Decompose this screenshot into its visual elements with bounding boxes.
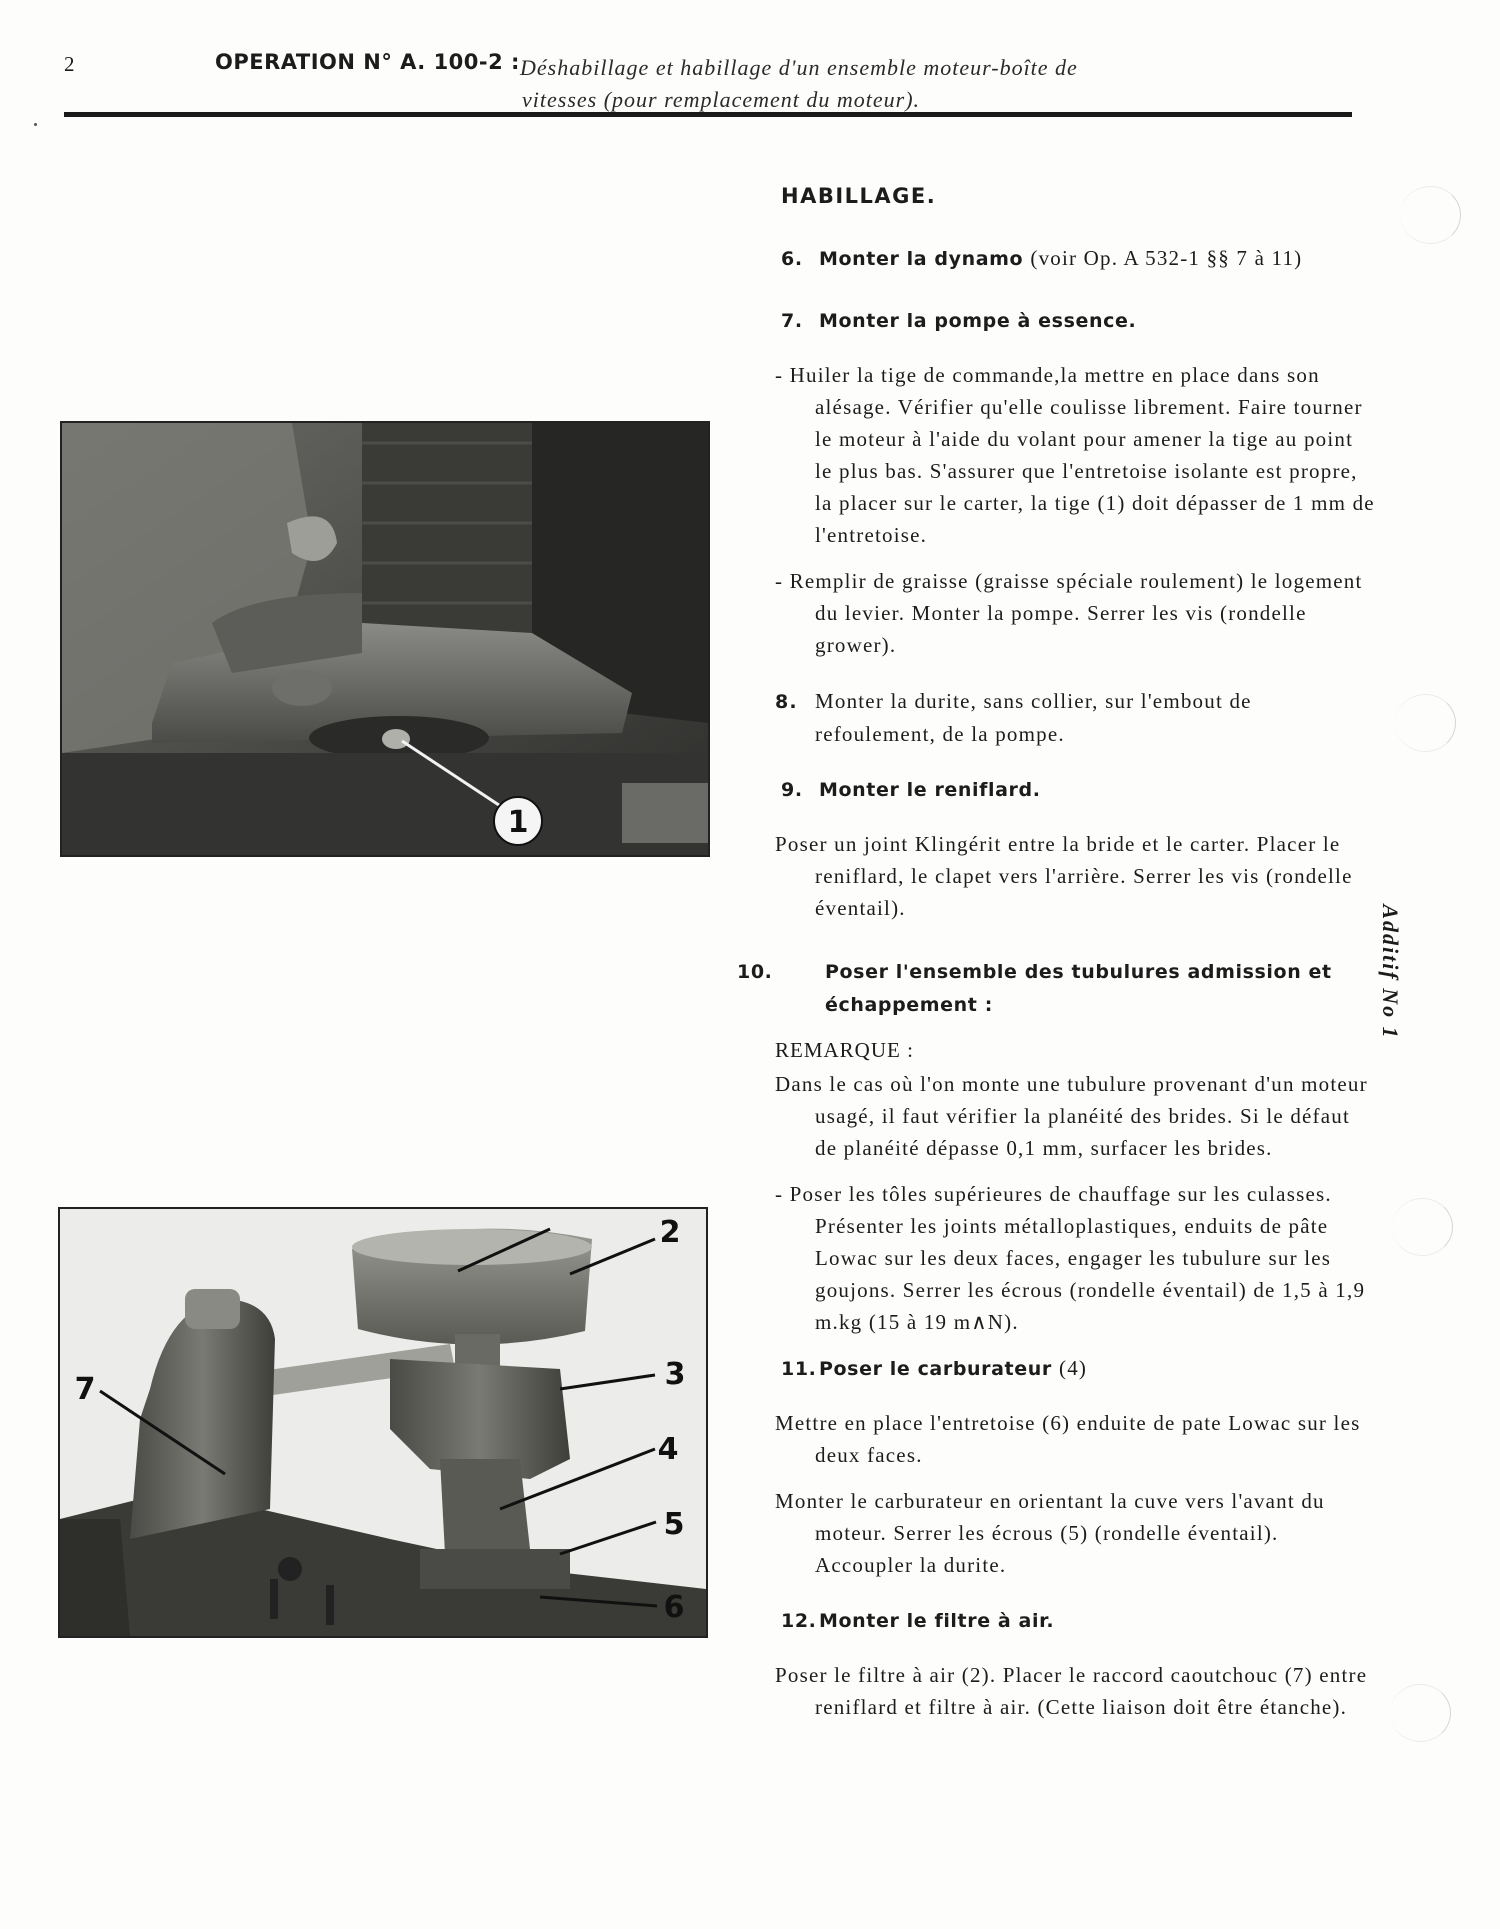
title-line-1: Déshabillage et habillage d'un ensemble moteur-boîte de (520, 55, 1078, 80)
step-10-title: Poser l'ensemble des tubulures admission et échappement : (825, 961, 1332, 1016)
step-6-reference: (voir Op. A 532-1 §§ 7 à 11) (1030, 246, 1303, 270)
step-7-title: Monter la pompe à essence. (819, 310, 1137, 332)
step-8-text: Monter la durite, sans collier, sur l'embout de refoulement, de la pompe. (815, 689, 1252, 746)
callout-4: 4 (657, 1432, 679, 1467)
callout-3: 3 (664, 1357, 686, 1392)
figure-fuel-pump-photo (60, 421, 710, 857)
operation-title (520, 52, 1078, 116)
step-9-heading: 9. Monter le reniflard. (781, 779, 1041, 801)
section-title: HABILLAGE. (781, 184, 937, 208)
side-note-text: Additif No 1 (1378, 904, 1403, 1040)
step-9-paragraph-1: Poser un joint Klingérit entre la bride et le carter. Placer le reniflard, le clapet vers l'arrière. Serrer les vis (rondelle éventail). (775, 832, 1353, 920)
step-7-paragraph-2: - Remplir de graisse (graisse spéciale roulement) le logement du levier. Monter la pompe. Serrer les vis (rondelle grower). (775, 569, 1363, 657)
page-number: 2 (64, 52, 75, 76)
punch-hole-mark (1400, 186, 1461, 244)
step-10-paragraph-1: - Poser les tôles supérieures de chauffage sur les culasses. Présenter les joints métalloplastiques, enduits de pâte Lowac sur les deux faces, engager les tubulure sur les goujons. Serrer les écrous (rondelle éventail) de 1,5 à 1,9 m.kg (15 à 19 m∧N). (775, 1182, 1366, 1334)
punch-hole-mark (1390, 1684, 1451, 1742)
punch-hole-mark (1395, 694, 1456, 752)
callout-6: 6 (663, 1590, 685, 1625)
step-7-heading: 7. Monter la pompe à essence. (781, 310, 1137, 332)
step-6-heading: 6. Monter la dynamo (voir Op. A 532-1 §§ 7 à 11) (781, 246, 1303, 270)
callout-7: 7 (74, 1372, 96, 1407)
figure-carburettor-photo (58, 1207, 708, 1638)
step-11-heading: 11. Poser le carburateur (4) (781, 1356, 1088, 1380)
step-8-paragraph (775, 685, 1375, 750)
step-12-paragraph-1: Poser le filtre à air (2). Placer le raccord caoutchouc (7) entre reniflard et filtre à air. (Cette liaison doit être étanche). (775, 1663, 1368, 1719)
step-12-title: Monter le filtre à air. (819, 1610, 1055, 1632)
step-7-paragraph-1: - Huiler la tige de commande,la mettre en place dans son alésage. Vérifier qu'elle coulisse librement. Faire tourner le moteur à l'aide du volant pour amener la tige au point le plus bas. S'assurer que l'entretoise isolante est propre, la placer sur le carter, la tige (1) doit dépasser de 1 mm de l'entretoise. (775, 363, 1375, 547)
callout-2: 2 (659, 1215, 681, 1250)
step-8-number: 8. (775, 691, 798, 713)
remark-text: Dans le cas où l'on monte une tubulure provenant d'un moteur usagé, il faut vérifier la planéité des brides. Si le défaut de planéité dépasse 0,1 mm, surfacer les brides. (775, 1072, 1368, 1160)
side-note-addendum (1370, 902, 1410, 1042)
step-6-title: Monter la dynamo (819, 248, 1024, 270)
step-11-paragraph-1: Mettre en place l'entretoise (6) enduite de pate Lowac sur les deux faces. (775, 1411, 1361, 1467)
step-9-title: Monter le reniflard. (819, 779, 1041, 801)
punch-hole-mark (1392, 1198, 1453, 1256)
step-11-title: Poser le carburateur (819, 1358, 1052, 1380)
step-11-paragraph-2: Monter le carburateur en orientant la cuve vers l'avant du moteur. Serrer les écrous (5) (rondelle éventail). Accoupler la durite. (775, 1489, 1325, 1577)
step-10-heading: 10. Poser l'ensemble des tubulures admission et échappement : (737, 961, 1332, 1016)
callout-1: 1 (507, 805, 529, 840)
title-line-2: vitesses (pour remplacement du moteur). (522, 87, 921, 112)
remark-label: REMARQUE : (775, 1038, 914, 1062)
instructions-column (737, 180, 1375, 1737)
step-12-heading: 12. Monter le filtre à air. (781, 1610, 1055, 1632)
operation-label: OPERATION N° A. 100-2 : (215, 50, 520, 74)
step-11-reference: (4) (1059, 1356, 1088, 1380)
header-rule (64, 112, 1352, 117)
callout-5: 5 (663, 1507, 685, 1542)
margin-dot (34, 123, 37, 126)
